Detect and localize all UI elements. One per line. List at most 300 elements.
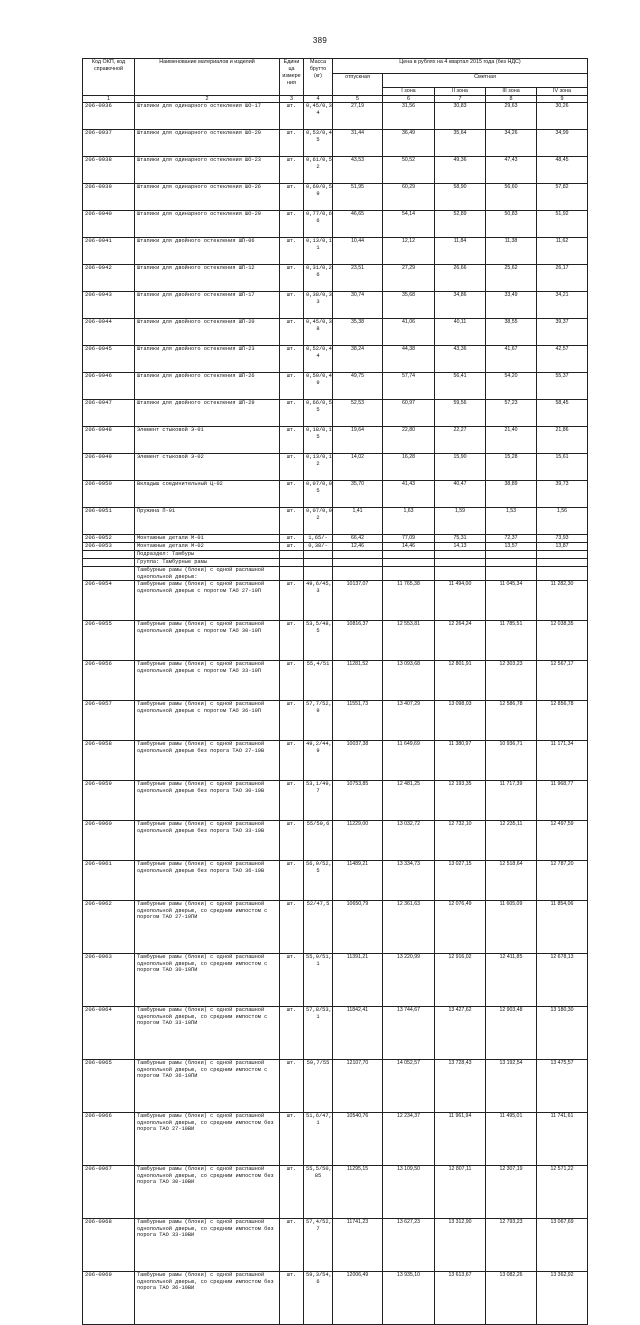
product-name: Тамбурные рамы (блоки) с одной распашной однопольной дверью без порога ТАО 30-10В <box>135 781 280 821</box>
column-numbers-row <box>83 96 588 103</box>
release-price: 19,64 <box>333 427 383 454</box>
gross-mass: 55,9/51, 1 <box>304 954 333 1007</box>
price-zone-1: 11 649,69 <box>383 741 435 781</box>
price-zone-2: 1,59 <box>435 508 486 535</box>
price-zone-1: 13 032,72 <box>383 821 435 861</box>
product-code: 206-0950 <box>83 481 135 508</box>
price-zone-2: 12 076,49 <box>435 901 486 954</box>
unit-of-measure: шт. <box>280 581 304 621</box>
release-price: 23,51 <box>333 265 383 292</box>
unit-of-measure: шт. <box>280 481 304 508</box>
price-zone-4: 26,17 <box>537 265 588 292</box>
column-number: 9 <box>537 96 588 103</box>
unit-of-measure <box>280 567 304 581</box>
price-zone-1 <box>383 567 435 581</box>
price-zone-4: 30,26 <box>537 103 588 130</box>
gross-mass: 0,38/- <box>304 543 333 551</box>
product-code: 206-0958 <box>83 741 135 781</box>
product-name: Тамбурные рамы (блоки) с одной распашной однопольной дверью, со средним импостом с порогом ТАО 30-10ПИ <box>135 954 280 1007</box>
unit-of-measure: шт. <box>280 184 304 211</box>
release-price: 11281,52 <box>333 661 383 701</box>
price-zone-2: 13 027,15 <box>435 861 486 901</box>
unit-of-measure: шт. <box>280 535 304 543</box>
unit-of-measure: шт. <box>280 400 304 427</box>
price-zone-4: 58,45 <box>537 400 588 427</box>
price-zone-4: 73,93 <box>537 535 588 543</box>
price-zone-4: 34,21 <box>537 292 588 319</box>
table-row <box>83 427 588 454</box>
price-zone-3: 1,53 <box>486 508 537 535</box>
price-zone-4: 39,73 <box>537 481 588 508</box>
table-row <box>83 1166 588 1219</box>
price-zone-2: 30,83 <box>435 103 486 130</box>
release-price: 52,53 <box>333 400 383 427</box>
product-code: 206-0966 <box>83 1113 135 1166</box>
price-zone-4 <box>537 551 588 559</box>
price-zone-2 <box>435 551 486 559</box>
price-zone-1: 12 553,81 <box>383 621 435 661</box>
release-price: 11842,41 <box>333 1007 383 1060</box>
column-number: 1 <box>83 96 135 103</box>
price-zone-3: 57,23 <box>486 400 537 427</box>
product-code: 206-0953 <box>83 543 135 551</box>
header-mass: Масса брутто (кг) <box>304 59 333 96</box>
unit-of-measure: шт. <box>280 130 304 157</box>
price-zone-4: 42,57 <box>537 346 588 373</box>
price-zone-3: 12 518,64 <box>486 861 537 901</box>
price-zone-1 <box>383 551 435 559</box>
price-zone-1: 13 935,10 <box>383 1272 435 1325</box>
product-name: Тамбурные рамы (блоки) с одной распашной однопольной дверью с порогом ТАО 27-10П <box>135 581 280 621</box>
price-zone-2: 12 916,02 <box>435 954 486 1007</box>
table-row <box>83 265 588 292</box>
release-price <box>333 567 383 581</box>
release-price: 35,70 <box>333 481 383 508</box>
price-zone-1: 57,74 <box>383 373 435 400</box>
price-zone-4: 12 856,78 <box>537 701 588 741</box>
price-zone-2: 13 427,62 <box>435 1007 486 1060</box>
product-name: Тамбурные рамы (блоки) с одной распашной однопольной дверью без порога ТАО 33-10В <box>135 821 280 861</box>
price-zone-2: 40,11 <box>435 319 486 346</box>
product-code: 206-0938 <box>83 157 135 184</box>
table-row <box>83 821 588 861</box>
price-zone-1: 60,97 <box>383 400 435 427</box>
gross-mass: 0,61/0,5 2 <box>304 157 333 184</box>
price-zone-4: 51,92 <box>537 211 588 238</box>
product-code: 206-0961 <box>83 861 135 901</box>
price-zone-4: 13 362,92 <box>537 1272 588 1325</box>
unit-of-measure: шт. <box>280 508 304 535</box>
price-zone-3: 12 307,19 <box>486 1166 537 1219</box>
price-zone-4: 13 180,30 <box>537 1007 588 1060</box>
product-code: 206-0939 <box>83 184 135 211</box>
price-zone-3: 11 045,34 <box>486 581 537 621</box>
gross-mass: 0,13/0,1 1 <box>304 238 333 265</box>
gross-mass: 49,2/44, 9 <box>304 741 333 781</box>
price-zone-3: 47,43 <box>486 157 537 184</box>
price-zone-3: 54,20 <box>486 373 537 400</box>
price-zone-2: 11 494,00 <box>435 581 486 621</box>
unit-of-measure: шт. <box>280 741 304 781</box>
price-zone-2: 49,36 <box>435 157 486 184</box>
product-name: Штапики для двойного остекления ШП-29 <box>135 400 280 427</box>
price-zone-4: 13 067,69 <box>537 1219 588 1272</box>
product-name: Тамбурные рамы (блоки) с одной распашной однопольной дверью с порогом ТАО 33-10П <box>135 661 280 701</box>
release-price: 10,44 <box>333 238 383 265</box>
unit-of-measure: шт. <box>280 427 304 454</box>
price-zone-4: 12 571,22 <box>537 1166 588 1219</box>
product-code: 206-0954 <box>83 581 135 621</box>
unit-of-measure: шт. <box>280 901 304 954</box>
header-name: Наименование материалов и изделий <box>135 59 280 96</box>
product-name: Штапики для одинарного остекления ШО-20 <box>135 130 280 157</box>
product-name: Группа: Тамбурные рамы <box>135 559 280 567</box>
price-zone-2: 13 312,90 <box>435 1219 486 1272</box>
price-zone-2: 43,36 <box>435 346 486 373</box>
price-zone-2: 12 193,35 <box>435 781 486 821</box>
price-zone-2: 11,84 <box>435 238 486 265</box>
gross-mass: 0,59/0,4 9 <box>304 373 333 400</box>
release-price: 66,42 <box>333 535 383 543</box>
table-row <box>83 543 588 551</box>
gross-mass: 0,45/0,3 4 <box>304 103 333 130</box>
price-zone-3 <box>486 567 537 581</box>
price-zone-2: 15,90 <box>435 454 486 481</box>
table-row <box>83 130 588 157</box>
unit-of-measure: шт. <box>280 701 304 741</box>
header-zone-2: II зона <box>435 88 486 96</box>
release-price: 12107,70 <box>333 1060 383 1113</box>
product-code: 206-0941 <box>83 238 135 265</box>
release-price <box>333 551 383 559</box>
table-row <box>83 292 588 319</box>
unit-of-measure: шт. <box>280 238 304 265</box>
page-number: 389 <box>312 36 328 45</box>
gross-mass <box>304 567 333 581</box>
price-zone-1: 54,14 <box>383 211 435 238</box>
unit-of-measure: шт. <box>280 346 304 373</box>
table-row <box>83 567 588 581</box>
price-zone-3: 13 192,54 <box>486 1060 537 1113</box>
product-code: 206-0949 <box>83 454 135 481</box>
price-zone-4: 12 497,59 <box>537 821 588 861</box>
product-code: 206-0951 <box>83 508 135 535</box>
product-code: 206-0967 <box>83 1166 135 1219</box>
release-price: 35,38 <box>333 319 383 346</box>
product-code: 206-0962 <box>83 901 135 954</box>
price-zone-4: 57,82 <box>537 184 588 211</box>
release-price: 10137,07 <box>333 581 383 621</box>
gross-mass: 0,18/0,1 5 <box>304 427 333 454</box>
table-row <box>83 661 588 701</box>
price-zone-2: 75,31 <box>435 535 486 543</box>
product-code: 206-0947 <box>83 400 135 427</box>
unit-of-measure: шт. <box>280 157 304 184</box>
price-zone-1: 14 052,57 <box>383 1060 435 1113</box>
price-zone-3: 12 235,11 <box>486 821 537 861</box>
gross-mass: 53,5/48, 5 <box>304 621 333 661</box>
price-zone-2: 14,13 <box>435 543 486 551</box>
price-zone-2: 13 613,67 <box>435 1272 486 1325</box>
product-code: 206-0959 <box>83 781 135 821</box>
price-zone-1: 22,80 <box>383 427 435 454</box>
price-zone-3: 12 903,48 <box>486 1007 537 1060</box>
price-zone-4: 1,56 <box>537 508 588 535</box>
gross-mass: 55,5/50, 85 <box>304 1166 333 1219</box>
price-zone-4: 11 171,34 <box>537 741 588 781</box>
unit-of-measure: шт. <box>280 1166 304 1219</box>
price-zone-4: 34,99 <box>537 130 588 157</box>
unit-of-measure: шт. <box>280 1219 304 1272</box>
product-code: 206-0964 <box>83 1007 135 1060</box>
price-zone-4 <box>537 559 588 567</box>
price-zone-2: 11 380,97 <box>435 741 486 781</box>
price-zone-3: 25,62 <box>486 265 537 292</box>
price-zone-3: 38,55 <box>486 319 537 346</box>
price-zone-1: 16,28 <box>383 454 435 481</box>
price-zone-2: 12 732,10 <box>435 821 486 861</box>
gross-mass: 52/47,5 <box>304 901 333 954</box>
price-zone-4: 13 475,57 <box>537 1060 588 1113</box>
price-zone-3: 11 605,09 <box>486 901 537 954</box>
release-price: 10753,85 <box>333 781 383 821</box>
table-row <box>83 1113 588 1166</box>
product-code: 206-0942 <box>83 265 135 292</box>
price-zone-1: 12 481,25 <box>383 781 435 821</box>
gross-mass: 53,1/49, 7 <box>304 781 333 821</box>
price-zone-4: 11 968,77 <box>537 781 588 821</box>
price-zone-1: 13 334,73 <box>383 861 435 901</box>
product-name: Штапики для двойного остекления ШП-23 <box>135 346 280 373</box>
price-zone-1: 44,38 <box>383 346 435 373</box>
price-zone-1: 13 744,67 <box>383 1007 435 1060</box>
release-price: 10650,79 <box>333 901 383 954</box>
gross-mass: 0,53/0,4 5 <box>304 130 333 157</box>
price-zone-3: 10 936,71 <box>486 741 537 781</box>
release-price: 11489,21 <box>333 861 383 901</box>
price-zone-3: 13 082,26 <box>486 1272 537 1325</box>
header-estimate-price: Сметная <box>383 74 588 88</box>
table-row <box>83 535 588 543</box>
product-code: 206-0956 <box>83 661 135 701</box>
price-zone-1: 13 407,29 <box>383 701 435 741</box>
product-name: Штапики для двойного остекления ШП-06 <box>135 238 280 265</box>
price-zone-2: 59,56 <box>435 400 486 427</box>
table-row <box>83 1060 588 1113</box>
table-row <box>83 103 588 130</box>
gross-mass: 59,7/55 <box>304 1060 333 1113</box>
product-name: Тамбурные рамы (блоки) с одной распашной однопольной дверью, со средним импостом без порога ТАО 33-10ВИ <box>135 1219 280 1272</box>
gross-mass: 49,6/45, 3 <box>304 581 333 621</box>
table-row <box>83 861 588 901</box>
release-price: 38,24 <box>333 346 383 373</box>
price-zone-2: 40,47 <box>435 481 486 508</box>
release-price <box>333 559 383 567</box>
product-name: Штапики для двойного остекления ШП-20 <box>135 319 280 346</box>
release-price: 10816,37 <box>333 621 383 661</box>
price-zone-2: 12 801,91 <box>435 661 486 701</box>
unit-of-measure: шт. <box>280 211 304 238</box>
price-zone-1: 13 627,23 <box>383 1219 435 1272</box>
header-zone-4: IV зона <box>537 88 588 96</box>
product-name: Тамбурные рамы (блоки) с одной распашной однопольной дверью с порогом ТАО 36-10П <box>135 701 280 741</box>
unit-of-measure: шт. <box>280 265 304 292</box>
price-zone-1: 60,29 <box>383 184 435 211</box>
price-zone-1: 12,12 <box>383 238 435 265</box>
price-zone-2: 13 098,03 <box>435 701 486 741</box>
price-zone-4: 13,87 <box>537 543 588 551</box>
price-zone-2: 35,64 <box>435 130 486 157</box>
unit-of-measure: шт. <box>280 319 304 346</box>
product-name: Вкладыш соединительный Ц-02 <box>135 481 280 508</box>
price-zone-4: 12 678,13 <box>537 954 588 1007</box>
product-name: Тамбурные рамы (блоки) с одной распашной однопольной дверью, со средним импостом с порогом ТАО 33-10ПИ <box>135 1007 280 1060</box>
price-zone-3: 56,60 <box>486 184 537 211</box>
gross-mass: 55/50,6 <box>304 821 333 861</box>
table-row <box>83 741 588 781</box>
release-price: 31,44 <box>333 130 383 157</box>
price-zone-4: 11 282,30 <box>537 581 588 621</box>
gross-mass: 1,65/- <box>304 535 333 543</box>
release-price: 11229,00 <box>333 821 383 861</box>
product-name: Штапики для одинарного остекления ШО-29 <box>135 211 280 238</box>
product-code <box>83 567 135 581</box>
unit-of-measure: шт. <box>280 1007 304 1060</box>
price-zone-2: 52,89 <box>435 211 486 238</box>
price-zone-2: 12 264,24 <box>435 621 486 661</box>
product-name: Штапики для одинарного остекления ШО-23 <box>135 157 280 184</box>
table-row <box>83 238 588 265</box>
unit-of-measure: шт. <box>280 103 304 130</box>
price-zone-3: 11 785,51 <box>486 621 537 661</box>
product-name: Штапики для одинарного остекления ШО-17 <box>135 103 280 130</box>
gross-mass: 0,31/0,2 6 <box>304 265 333 292</box>
header-zone-1: I зона <box>383 88 435 96</box>
product-code: 206-0963 <box>83 954 135 1007</box>
unit-of-measure: шт. <box>280 454 304 481</box>
price-zone-3: 72,37 <box>486 535 537 543</box>
column-number: 4 <box>304 96 333 103</box>
price-zone-2: 56,41 <box>435 373 486 400</box>
release-price: 43,53 <box>333 157 383 184</box>
product-name: Штапики для двойного остекления ШП-26 <box>135 373 280 400</box>
price-table <box>82 58 588 1325</box>
price-zone-3: 11 717,39 <box>486 781 537 821</box>
gross-mass: 0,45/0,3 8 <box>304 319 333 346</box>
price-zone-1: 77,09 <box>383 535 435 543</box>
gross-mass: 0,38/0,3 3 <box>304 292 333 319</box>
price-zone-1: 35,68 <box>383 292 435 319</box>
table-row <box>83 701 588 741</box>
price-zone-1: 13 109,50 <box>383 1166 435 1219</box>
price-zone-4: 11 854,06 <box>537 901 588 954</box>
price-zone-4: 48,45 <box>537 157 588 184</box>
header-release-price: отпускная <box>333 74 383 96</box>
price-zone-1: 1,63 <box>383 508 435 535</box>
product-code: 206-0969 <box>83 1272 135 1325</box>
table-row <box>83 454 588 481</box>
product-name: Элемент стыковой Э-02 <box>135 454 280 481</box>
price-zone-1: 13 220,99 <box>383 954 435 1007</box>
product-name: Тамбурные рамы (блоки) с одной распашной однопольной дверью с порогом ТАО 30-10П <box>135 621 280 661</box>
gross-mass: 59,3/54, 6 <box>304 1272 333 1325</box>
table-row <box>83 954 588 1007</box>
product-code: 206-0948 <box>83 427 135 454</box>
gross-mass <box>304 559 333 567</box>
product-name: Тамбурные рамы (блоки) с одной распашной однопольной дверью, со средним импостом с порогом ТАО 36-10ПИ <box>135 1060 280 1113</box>
product-code: 206-0960 <box>83 821 135 861</box>
release-price: 11295,15 <box>333 1166 383 1219</box>
product-name: Элемент стыковой Э-01 <box>135 427 280 454</box>
price-zone-1: 27,29 <box>383 265 435 292</box>
gross-mass: 57,4/52, 7 <box>304 1219 333 1272</box>
price-zone-3 <box>486 559 537 567</box>
unit-of-measure <box>280 559 304 567</box>
product-code <box>83 551 135 559</box>
gross-mass: 57,7/52, 9 <box>304 701 333 741</box>
table-row <box>83 1272 588 1325</box>
table-row <box>83 781 588 821</box>
header-unit: Едини ца измере ния <box>280 59 304 96</box>
product-name: Тамбурные рамы (блоки) с одной распашной однопольной дверью, со средним импостом без порога ТАО 36-10ВИ <box>135 1272 280 1325</box>
column-number: 8 <box>486 96 537 103</box>
column-number: 2 <box>135 96 280 103</box>
price-zone-4: 12 038,35 <box>537 621 588 661</box>
table-row <box>83 346 588 373</box>
product-code: 206-0968 <box>83 1219 135 1272</box>
product-code: 206-0944 <box>83 319 135 346</box>
price-zone-3: 11,38 <box>486 238 537 265</box>
product-code: 206-0937 <box>83 130 135 157</box>
table-row <box>83 157 588 184</box>
column-number: 6 <box>383 96 435 103</box>
release-price: 11551,73 <box>333 701 383 741</box>
price-zone-4: 11 741,61 <box>537 1113 588 1166</box>
product-code <box>83 559 135 567</box>
product-name: Штапики для двойного остекления ШП-17 <box>135 292 280 319</box>
price-zone-3: 12 411,85 <box>486 954 537 1007</box>
table-row <box>83 319 588 346</box>
product-name: Подраздел: Тамбуры <box>135 551 280 559</box>
gross-mass <box>304 551 333 559</box>
price-zone-2: 12 807,11 <box>435 1166 486 1219</box>
table-row <box>83 373 588 400</box>
product-code: 206-0965 <box>83 1060 135 1113</box>
release-price: 11741,23 <box>333 1219 383 1272</box>
unit-of-measure: шт. <box>280 861 304 901</box>
table-row <box>83 551 588 559</box>
release-price: 10540,76 <box>333 1113 383 1166</box>
price-zone-3: 12 793,23 <box>486 1219 537 1272</box>
price-zone-2: 11 961,94 <box>435 1113 486 1166</box>
product-name: Тамбурные рамы (блоки) с одной распашной однопольной дверью: <box>135 567 280 581</box>
product-code: 206-0940 <box>83 211 135 238</box>
unit-of-measure: шт. <box>280 1113 304 1166</box>
release-price: 12,46 <box>333 543 383 551</box>
price-zone-1: 41,06 <box>383 319 435 346</box>
price-zone-4: 11,62 <box>537 238 588 265</box>
release-price: 51,95 <box>333 184 383 211</box>
product-code: 206-0946 <box>83 373 135 400</box>
price-zone-1: 41,43 <box>383 481 435 508</box>
price-zone-4 <box>537 567 588 581</box>
product-code: 206-0943 <box>83 292 135 319</box>
price-zone-2: 13 728,43 <box>435 1060 486 1113</box>
gross-mass: 0,13/0,1 2 <box>304 454 333 481</box>
gross-mass: 0,69/0,5 9 <box>304 184 333 211</box>
price-zone-3: 11 495,01 <box>486 1113 537 1166</box>
gross-mass: 55,4/51 <box>304 661 333 701</box>
